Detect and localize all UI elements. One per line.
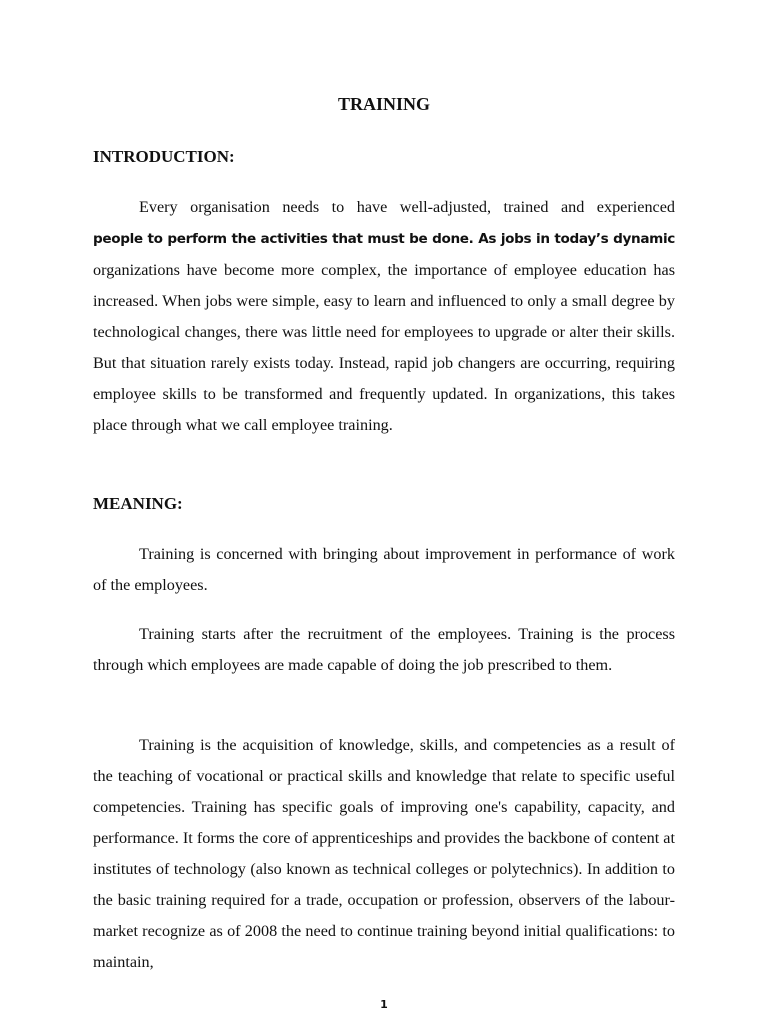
page-number: 1 <box>380 998 388 1011</box>
introduction-paragraph-rest: organizations have become more complex, the importance of employee education has increased. When jobs were simple, easy to learn and influenced to only a small degree by technological changes, there was little need for employees to upgrade or alter their skills. But that situation rarely exists today. Instead, rapid job changers are occurring, requiring employee skills to be transformed and frequently updated. In organizations, this takes place through what we call employee training. <box>93 261 675 434</box>
section-heading-introduction: INTRODUCTION: <box>93 147 235 166</box>
document-title: TRAINING <box>337 94 430 114</box>
introduction-paragraph-emphasis: people to perform the activities that must be done. As jobs in today’s dynamic <box>93 231 675 247</box>
section-heading-meaning: MEANING: <box>93 494 183 513</box>
document-page <box>93 0 675 1024</box>
introduction-paragraph <box>93 192 675 441</box>
meaning-paragraph-1: Training is concerned with bringing about improvement in performance of work of the employees. <box>93 545 675 594</box>
meaning-paragraph-2: Training starts after the recruitment of the employees. Training is the process through which employees are made capable of doing the job prescribed to them. <box>93 625 675 674</box>
meaning-paragraph-3: Training is the acquisition of knowledge, skills, and competencies as a result of the teaching of vocational or practical skills and knowledge that relate to specific useful competencies. Training has specific goals of improving one's capability, capacity, and performance. It forms the core of apprenticeships and provides the backbone of content at institutes of technology (also known as technical colleges or polytechnics). In addition to the basic training required for a trade, occupation or profession, observers of the labour-market recognize as of 2008 the need to continue training beyond initial qualifications: to maintain, <box>93 736 675 971</box>
introduction-paragraph-lead: Every organisation needs to have well-adjusted, trained and experienced <box>139 198 675 216</box>
